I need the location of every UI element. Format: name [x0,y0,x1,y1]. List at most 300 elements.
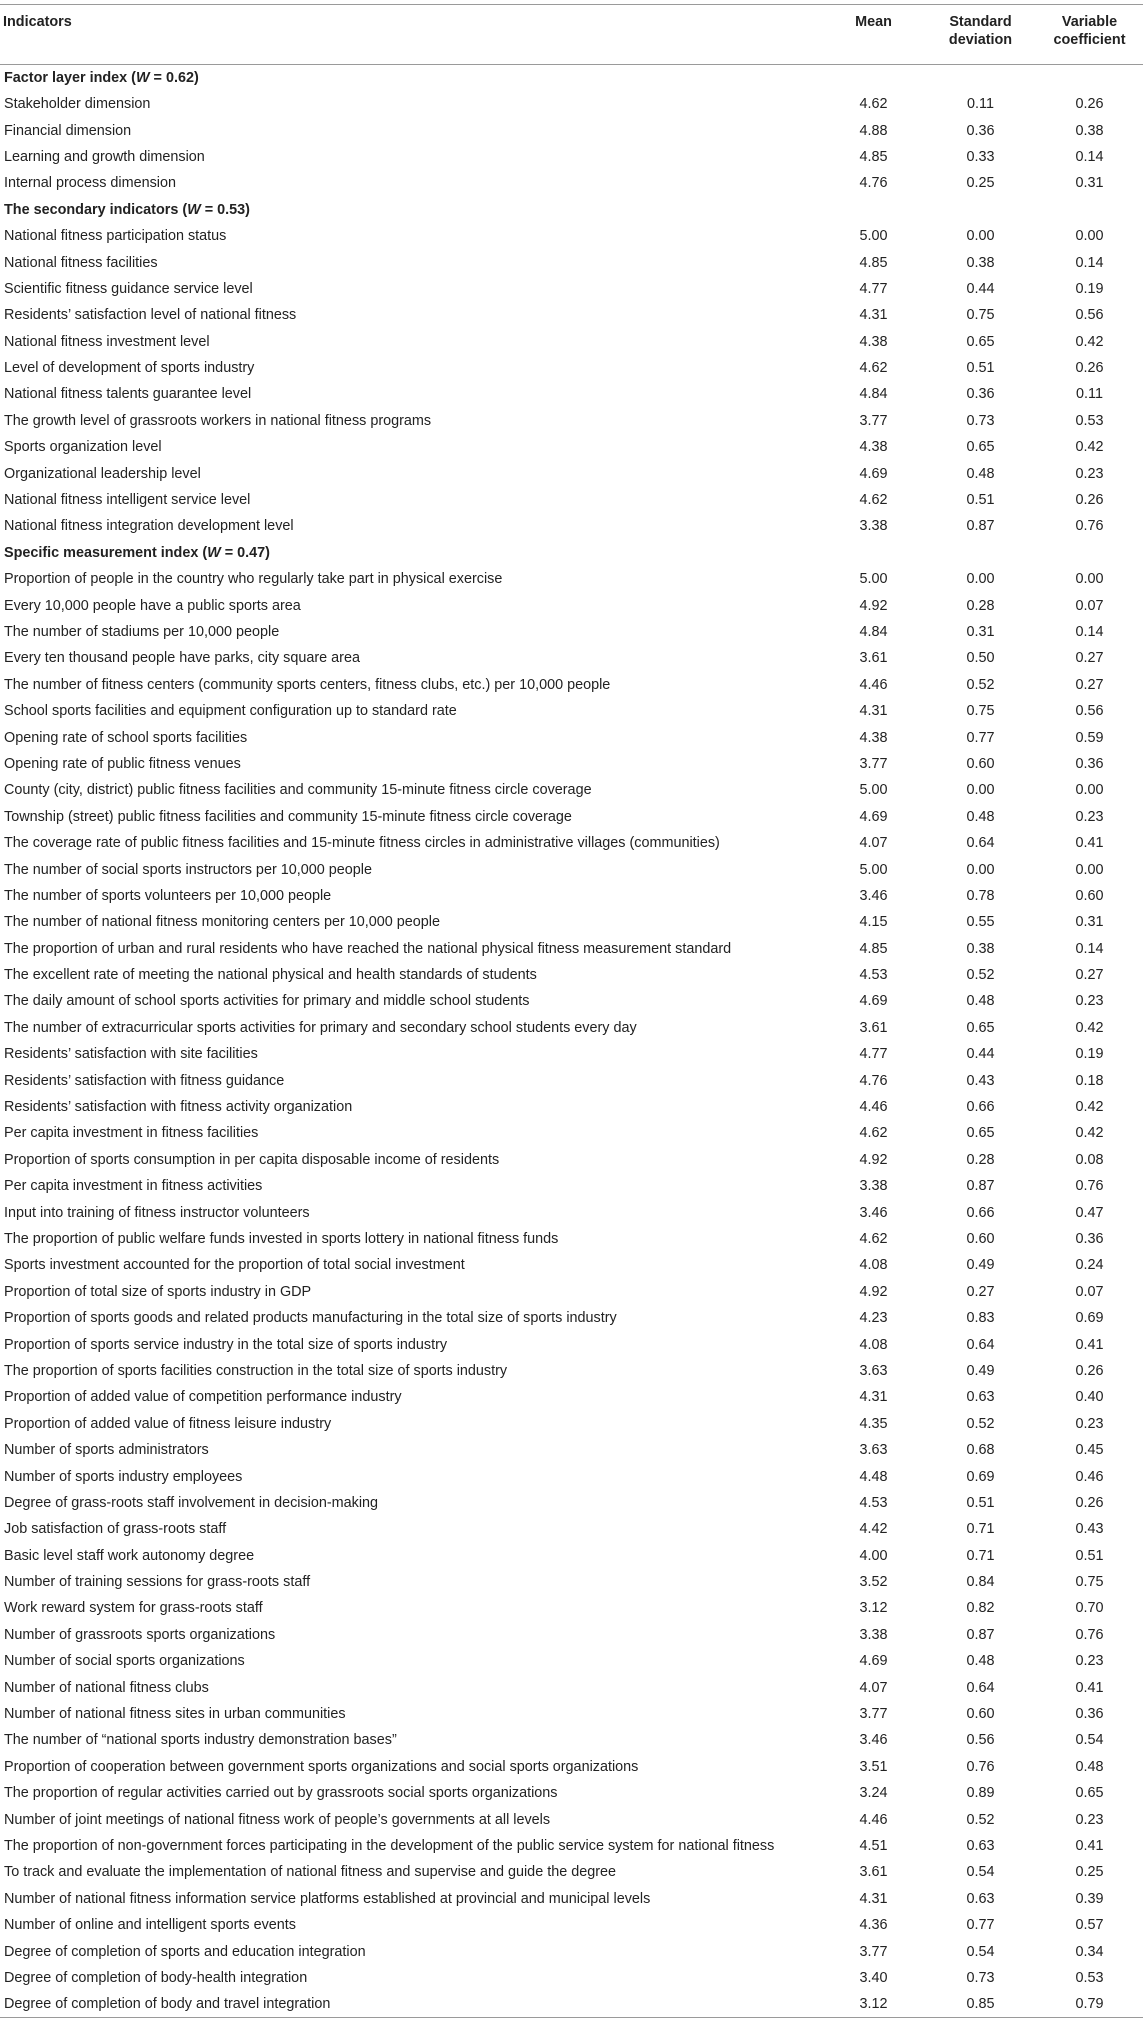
cell-indicator: The number of national fitness monitoring centers per 10,000 people [4,914,440,931]
cell-mean: 3.61 [859,1864,888,1881]
table-row [0,1094,1143,1120]
cell-mean: 3.61 [859,1019,888,1036]
cell-mean: 4.62 [859,1125,888,1142]
table-row [0,1358,1143,1384]
cell-vc: 0.41 [1075,1336,1104,1353]
cell-indicator: Degree of completion of body and travel integration [0,1991,822,2018]
cell-sd: 0.48 [966,1653,995,1670]
table-row [0,1806,1143,1832]
table-row [0,1516,1143,1542]
cell-sd: 0.66 [966,1099,995,1116]
cell-vc: 0.45 [1075,1442,1104,1459]
cell-vc: 0.26 [1075,360,1104,377]
table-row [0,830,1143,856]
cell-indicator: The number of fitness centers (community sports centers, fitness clubs, etc.) per 10,000 people [4,676,611,693]
cell-indicator: Number of sports administrators [4,1442,209,1459]
cell-mean: 4.62 [859,1230,888,1247]
cell-indicator: Number of national fitness information service platforms established at provincial and municipal levels [4,1890,651,1907]
cell-mean: 4.08 [859,1257,888,1274]
cell-indicator: Residents’ satisfaction with fitness guidance [4,1072,285,1089]
cell-sd: 0.31 [966,624,995,640]
cell-vc: 0.39 [1075,1890,1104,1907]
cell-vc: 0.36 [1075,755,1104,772]
table-row [0,1938,1143,1964]
section-header-row [0,197,1143,223]
cell-sd: 0.73 [966,1969,995,1986]
header-indicators: Indicators [0,5,822,65]
cell-mean: 4.48 [859,1468,888,1485]
cell-vc: 0.14 [1075,624,1104,640]
cell-vc: 0.59 [1075,729,1104,746]
cell-sd: 0.60 [966,755,995,772]
table-row [0,909,1143,935]
section-header-row [0,65,1143,92]
cell-sd: 0.00 [966,861,995,878]
table-row [0,1569,1143,1595]
table-row [0,698,1143,724]
cell-vc: 0.42 [1075,1019,1104,1036]
table-row [0,1305,1143,1331]
cell-sd: 0.60 [966,1706,995,1723]
cell-mean: 4.85 [859,254,888,271]
cell-mean: 3.77 [859,1706,888,1723]
cell-vc: 0.42 [1075,1125,1104,1142]
cell-vc: 0.69 [1075,1310,1104,1327]
cell-sd: 0.54 [966,1864,995,1881]
cell-mean: 4.92 [859,1151,888,1168]
table-body [0,65,1143,2018]
cell-sd: 0.76 [966,1758,995,1775]
cell-mean: 4.69 [859,1653,888,1670]
cell-vc: 0.24 [1075,1257,1104,1274]
cell-vc: 0.00 [1075,861,1104,878]
cell-indicator: National fitness facilities [4,254,158,271]
cell-mean: 3.77 [859,755,888,772]
table-row [0,1015,1143,1041]
cell-vc: 0.41 [1075,1837,1104,1854]
cell-sd: 0.27 [966,1283,995,1300]
table-row [0,1622,1143,1648]
cell-sd: 0.63 [966,1890,995,1907]
table-row [0,645,1143,671]
cell-mean: 4.69 [859,993,888,1010]
table-row [0,1991,1143,2018]
table-row [0,1226,1143,1252]
table-row [0,1674,1143,1700]
cell-vc: 0.26 [1075,1362,1104,1379]
cell-sd: 0.65 [966,1125,995,1142]
cell-sd: 0.48 [966,808,995,825]
cell-mean: 3.46 [859,1732,888,1749]
cell-indicator: Proportion of cooperation between government sports organizations and social sports organizations [4,1758,639,1775]
cell-vc: 0.27 [1075,967,1104,984]
cell-sd: 0.64 [966,835,995,852]
cell-sd: 0.48 [966,993,995,1010]
table-row [0,1199,1143,1225]
cell-mean: 4.23 [859,1310,888,1327]
cell-indicator: Sports investment accounted for the proportion of total social investment [4,1257,465,1274]
cell-indicator: Residents’ satisfaction with fitness activity organization [4,1099,353,1116]
cell-sd: 0.38 [966,254,995,271]
cell-vc: 0.18 [1075,1072,1104,1089]
cell-vc: 0.00 [1075,782,1104,799]
section-title: Factor layer index (W = 0.62) [4,70,199,86]
cell-indicator: Input into training of fitness instructor volunteers [4,1204,310,1221]
cell-indicator: Proportion of sports goods and related products manufacturing in the total size of sports industry [4,1310,617,1327]
cell-sd: 0.28 [966,1151,995,1168]
cell-vc: 0.00 [1075,571,1104,588]
cell-mean: 3.51 [859,1758,888,1775]
cell-sd: 0.63 [966,1389,995,1406]
cell-indicator: Stakeholder dimension [4,96,151,113]
cell-vc: 0.23 [1075,1415,1104,1432]
cell-indicator: School sports facilities and equipment configuration up to standard rate [4,703,457,720]
cell-vc: 0.48 [1075,1758,1104,1775]
cell-indicator: Learning and growth dimension [4,148,205,165]
cell-sd: 0.85 [925,1991,1036,2018]
cell-vc: 0.23 [1075,808,1104,825]
cell-vc: 0.79 [1036,1991,1143,2018]
cell-mean: 3.61 [859,650,888,667]
cell-sd: 0.44 [966,1046,995,1063]
table-row [0,1859,1143,1885]
cell-sd: 0.87 [966,518,995,535]
cell-mean: 4.36 [859,1917,888,1934]
cell-indicator: National fitness intelligent service level [4,492,251,509]
table-row [0,592,1143,618]
table-row [0,91,1143,117]
cell-indicator: Number of joint meetings of national fitness work of people’s governments at all levels [4,1811,551,1828]
cell-sd: 0.00 [966,228,995,245]
cell-mean: 4.85 [859,940,888,957]
table-row [0,1542,1143,1568]
cell-sd: 0.48 [966,465,995,482]
table-row [0,276,1143,302]
cell-sd: 0.60 [966,1230,995,1247]
cell-sd: 0.36 [966,386,995,403]
table-row [0,1727,1143,1753]
table-row [0,1701,1143,1727]
cell-sd: 0.52 [966,1811,995,1828]
cell-indicator: Per capita investment in fitness facilities [4,1125,259,1142]
cell-sd: 0.82 [966,1600,995,1617]
cell-mean: 4.51 [859,1837,888,1854]
cell-mean: 4.69 [859,808,888,825]
cell-mean: 4.69 [859,465,888,482]
header-mean: Mean [822,5,925,65]
table-row [0,355,1143,381]
cell-indicator: Opening rate of school sports facilities [4,729,248,746]
cell-sd: 0.89 [966,1785,995,1802]
cell-vc: 0.57 [1075,1917,1104,1934]
table-row [0,1067,1143,1093]
cell-indicator: Proportion of sports consumption in per capita disposable income of residents [4,1151,500,1168]
cell-mean: 4.62 [859,360,888,377]
cell-indicator: Number of national fitness sites in urban communities [4,1706,346,1723]
cell-mean: 4.84 [859,386,888,403]
table-row [0,1120,1143,1146]
cell-sd: 0.43 [966,1072,995,1089]
cell-indicator: Basic level staff work autonomy degree [4,1547,255,1564]
cell-sd: 0.54 [966,1943,995,1960]
cell-sd: 0.83 [966,1310,995,1327]
table-row [0,1384,1143,1410]
table-row [0,1173,1143,1199]
cell-vc: 0.56 [1075,703,1104,720]
cell-sd: 0.25 [966,175,995,192]
table-row [0,804,1143,830]
table-row [0,883,1143,909]
cell-sd: 0.36 [966,122,995,139]
cell-mean: 4.31 [859,307,888,324]
cell-mean: 4.35 [859,1415,888,1432]
table-row [0,460,1143,486]
table-row [0,1252,1143,1278]
table-row [0,302,1143,328]
cell-indicator: The excellent rate of meeting the national physical and health standards of students [4,967,537,984]
cell-mean: 4.76 [859,175,888,192]
header-variable-coefficient: Variable coefficient [1036,5,1143,65]
cell-mean: 4.31 [859,1389,888,1406]
cell-vc: 0.26 [1075,492,1104,509]
cell-vc: 0.23 [1075,465,1104,482]
table-row [0,988,1143,1014]
cell-mean: 4.76 [859,1072,888,1089]
cell-vc: 0.25 [1075,1864,1104,1881]
cell-vc: 0.07 [1075,597,1104,614]
cell-mean: 4.46 [859,676,888,693]
cell-sd: 0.28 [966,597,995,614]
cell-indicator: The number of “national sports industry demonstration bases” [4,1732,397,1749]
table-row [0,1886,1143,1912]
cell-sd: 0.51 [966,1494,995,1511]
table-row [0,1331,1143,1357]
cell-indicator: Number of national fitness clubs [4,1679,209,1696]
cell-indicator: Degree of completion of body-health integration [4,1969,308,1986]
table-row [0,117,1143,143]
cell-sd: 0.56 [966,1732,995,1749]
cell-mean: 4.08 [859,1336,888,1353]
table-row [0,408,1143,434]
cell-mean: 3.38 [859,1178,888,1195]
cell-indicator: The proportion of non-government forces participating in the development of the public service system for national fitness [4,1837,775,1854]
table-row [0,1595,1143,1621]
cell-sd: 0.84 [966,1574,995,1591]
cell-indicator: Proportion of people in the country who regularly take part in physical exercise [4,571,503,588]
cell-indicator: Per capita investment in fitness activities [4,1178,263,1195]
cell-sd: 0.87 [966,1626,995,1643]
cell-indicator: Number of social sports organizations [4,1653,245,1670]
cell-sd: 0.51 [966,492,995,509]
table-row [0,1965,1143,1991]
table-row [0,434,1143,460]
header-standard-deviation: Standard deviation [925,5,1036,65]
cell-vc: 0.53 [1075,1969,1104,1986]
cell-vc: 0.46 [1075,1468,1104,1485]
cell-vc: 0.19 [1075,280,1104,297]
table-row [0,1411,1143,1437]
table-row [0,381,1143,407]
cell-sd: 0.68 [966,1442,995,1459]
cell-mean: 4.46 [859,1811,888,1828]
cell-mean: 4.53 [859,1494,888,1511]
cell-vc: 0.47 [1075,1204,1104,1221]
cell-sd: 0.75 [966,703,995,720]
cell-vc: 0.14 [1075,254,1104,271]
cell-sd: 0.77 [966,1917,995,1934]
cell-vc: 0.41 [1075,835,1104,852]
table-row [0,936,1143,962]
cell-mean: 4.31 [859,703,888,720]
cell-sd: 0.65 [966,333,995,350]
cell-mean: 3.46 [859,1204,888,1221]
cell-vc: 0.41 [1075,1679,1104,1696]
w-symbol: W [187,201,201,218]
table-row [0,1463,1143,1489]
table-row [0,962,1143,988]
cell-mean: 3.12 [822,1991,925,2018]
table-header-row [0,5,1143,65]
cell-indicator: National fitness talents guarantee level [4,386,252,403]
cell-sd: 0.49 [966,1257,995,1274]
cell-vc: 0.42 [1075,1099,1104,1116]
cell-mean: 5.00 [859,861,888,878]
cell-mean: 4.46 [859,1099,888,1116]
cell-indicator: Proportion of sports service industry in the total size of sports industry [4,1336,448,1353]
cell-sd: 0.78 [966,887,995,904]
cell-mean: 5.00 [859,571,888,588]
cell-mean: 3.46 [859,887,888,904]
cell-mean: 4.92 [859,597,888,614]
cell-sd: 0.00 [966,782,995,799]
cell-indicator: To track and evaluate the implementation of national fitness and supervise and guide the degree [4,1864,617,1881]
cell-vc: 0.36 [1075,1230,1104,1247]
cell-vc: 0.76 [1075,1626,1104,1643]
w-symbol: W [207,544,221,561]
table-row [0,619,1143,645]
cell-vc: 0.23 [1075,1811,1104,1828]
cell-indicator: The number of sports volunteers per 10,000 people [4,887,332,904]
cell-indicator: Scientific fitness guidance service level [4,280,253,297]
cell-sd: 0.55 [966,914,995,931]
cell-indicator: Degree of completion of sports and education integration [4,1943,366,1960]
cell-mean: 4.84 [859,624,888,640]
cell-mean: 4.53 [859,967,888,984]
cell-mean: 4.38 [859,729,888,746]
cell-indicator: Level of development of sports industry [4,360,255,377]
cell-mean: 4.00 [859,1547,888,1564]
cell-indicator: The number of stadiums per 10,000 people [4,624,280,640]
table-row [0,1833,1143,1859]
cell-sd: 0.66 [966,1204,995,1221]
cell-mean: 4.62 [859,96,888,113]
cell-sd: 0.44 [966,280,995,297]
table-row [0,170,1143,196]
cell-mean: 4.07 [859,1679,888,1696]
table-row [0,249,1143,275]
cell-vc: 0.36 [1075,1706,1104,1723]
cell-indicator: The proportion of sports facilities construction in the total size of sports industry [4,1362,508,1379]
cell-indicator: Residents’ satisfaction with site facilities [4,1046,258,1063]
cell-mean: 3.38 [859,518,888,535]
cell-sd: 0.49 [966,1362,995,1379]
table-row [0,751,1143,777]
cell-indicator: Financial dimension [4,122,132,139]
cell-vc: 0.27 [1075,650,1104,667]
cell-mean: 3.24 [859,1785,888,1802]
table-row [0,1279,1143,1305]
cell-sd: 0.75 [966,307,995,324]
cell-mean: 4.38 [859,439,888,456]
cell-indicator: National fitness investment level [4,333,210,350]
table-row [0,1912,1143,1938]
cell-vc: 0.26 [1075,96,1104,113]
cell-indicator: The proportion of urban and rural residents who have reached the national physical fitness measurement standard [4,940,732,957]
cell-indicator: Township (street) public fitness facilities and community 15-minute fitness circle coverage [4,808,572,825]
cell-indicator: Number of sports industry employees [4,1468,243,1485]
cell-indicator: The proportion of public welfare funds invested in sports lottery in national fitness funds [4,1230,559,1247]
table-row [0,1437,1143,1463]
cell-sd: 0.77 [966,729,995,746]
cell-vc: 0.38 [1075,122,1104,139]
cell-mean: 4.88 [859,122,888,139]
cell-indicator: National fitness participation status [4,228,227,245]
cell-vc: 0.11 [1076,386,1103,403]
cell-indicator: The coverage rate of public fitness facilities and 15-minute fitness circles in administrative villages (communities) [4,835,720,852]
cell-vc: 0.27 [1075,676,1104,693]
cell-indicator: Number of online and intelligent sports events [4,1917,296,1934]
cell-indicator: Job satisfaction of grass-roots staff [4,1521,227,1538]
cell-mean: 4.77 [859,1046,888,1063]
cell-indicator: Every ten thousand people have parks, city square area [4,650,360,667]
cell-sd: 0.63 [966,1837,995,1854]
cell-mean: 3.40 [859,1969,888,1986]
cell-indicator: Proportion of added value of competition performance industry [4,1389,402,1406]
cell-indicator: Opening rate of public fitness venues [4,755,241,772]
table-row [0,672,1143,698]
cell-vc: 0.14 [1075,148,1104,165]
cell-indicator: Number of grassroots sports organizations [4,1626,276,1643]
table-row [0,724,1143,750]
cell-indicator: Number of training sessions for grass-roots staff [4,1574,311,1591]
cell-sd: 0.65 [966,439,995,456]
table-row [0,144,1143,170]
cell-indicator: National fitness integration development level [4,518,294,535]
cell-indicator: The number of social sports instructors per 10,000 people [4,861,372,878]
cell-indicator: Internal process dimension [4,175,176,192]
cell-mean: 3.77 [859,1943,888,1960]
cell-vc: 0.75 [1075,1574,1104,1591]
cell-vc: 0.76 [1075,1178,1104,1195]
cell-sd: 0.50 [966,650,995,667]
cell-vc: 0.65 [1075,1785,1104,1802]
cell-vc: 0.19 [1075,1046,1104,1063]
table-row [0,777,1143,803]
cell-indicator: The growth level of grassroots workers in national fitness programs [4,412,432,429]
cell-vc: 0.40 [1075,1389,1104,1406]
cell-vc: 0.53 [1075,412,1104,429]
w-symbol: W [135,70,150,86]
cell-indicator: County (city, district) public fitness facilities and community 15-minute fitness circle coverage [4,782,592,799]
cell-sd: 0.00 [966,571,995,588]
table-row [0,1780,1143,1806]
cell-sd: 0.64 [966,1679,995,1696]
cell-mean: 4.77 [859,280,888,297]
cell-vc: 0.42 [1075,333,1104,350]
cell-sd: 0.64 [966,1336,995,1353]
cell-vc: 0.31 [1075,175,1104,192]
cell-mean: 4.38 [859,333,888,350]
